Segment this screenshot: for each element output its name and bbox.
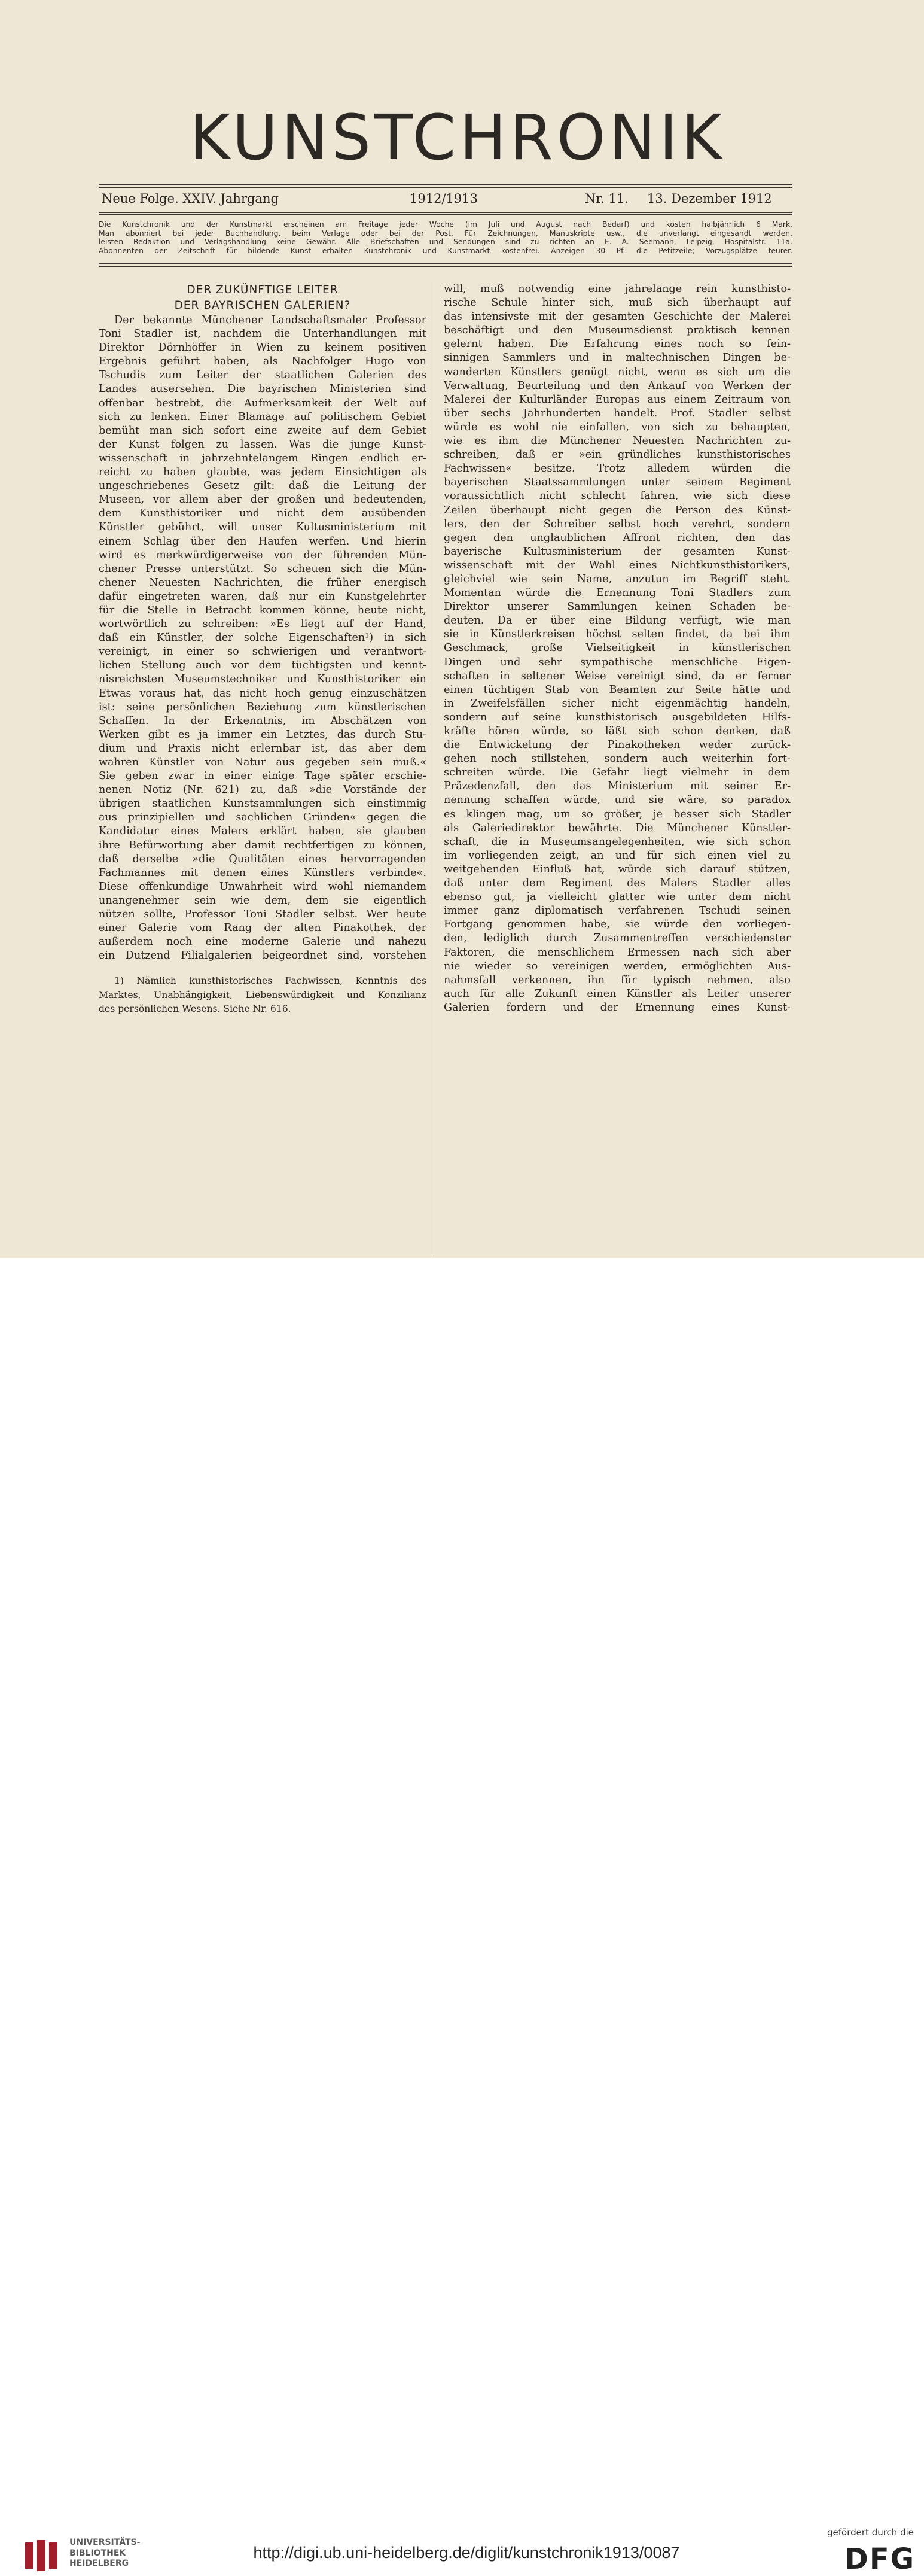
- text-line: übrigen staatlichen Kunstsammlungen sich einstimmig: [99, 798, 426, 810]
- text-line: ist: seine persönlichen Beziehung zum künstlerischen: [99, 701, 426, 713]
- text-line: wissenschaft in jahrzehntelangem Ringen endlich er-: [99, 452, 426, 464]
- text-line: Momentan würde die Ernennung Toni Stadlers zum: [444, 587, 791, 600]
- text-line: Werken gibt es ja immer ein Letztes, das durch Stu-: [99, 728, 426, 741]
- text-line: bayerische Kultusministerium der gesamten Kunst-: [444, 545, 791, 558]
- text-line: Fachwissen« besitze. Trotz alledem würden die: [444, 463, 791, 475]
- text-line: den, lediglich durch Zusammentreffen verschiedenster: [444, 932, 791, 945]
- text-line: Ergebnis geführt haben, als Nachfolger Hugo von: [99, 355, 426, 368]
- text-line: ihre Befürwortung aber damit rechtfertigen zu können,: [99, 839, 426, 851]
- text-line: sinnigen Sammlers und in maltechnischen Dingen be-: [444, 352, 791, 364]
- text-line: schreiten würde. Die Gefahr liegt vielmehr in dem: [444, 767, 791, 779]
- footnote-line: Marktes, Unabhängigkeit, Liebenswürdigkeit und Konzilianz: [99, 989, 426, 1000]
- dfg-logo: DFG: [844, 2542, 915, 2576]
- text-line: der Kunst folgen zu lassen. Was die junge Kunst-: [99, 438, 426, 451]
- text-line: sondern auf seine kunsthistorisch ausgebildeten Hilfs-: [444, 711, 791, 723]
- text-line: dafür eingetreten waren, daß nur ein Kunstgelehrter: [99, 590, 426, 603]
- text-line: bemüht man sich sofort eine zweite auf dem Gebiet: [99, 424, 426, 437]
- text-line: schaften in seltener Weise vereinigt sind, da er ferner: [444, 670, 791, 682]
- text-line: Der bekannte Münchener Landschaftsmaler Professor: [114, 314, 426, 326]
- subscription-notice: [99, 220, 792, 255]
- footnote-line: 1) Nämlich kunsthistorisches Fachwissen, Kenntnis des: [114, 975, 426, 987]
- text-line: unangenehmer sein wie dem, dem sie eigentlich: [99, 894, 426, 907]
- text-line: Museen, vor allem aber der großen und bedeutenden,: [99, 494, 426, 506]
- text-line: schreiben, daß er »ein gründliches kunsthistorisches: [444, 449, 791, 461]
- text-line: gehen noch stillstehen, sondern auch weiterhin fort-: [444, 753, 791, 765]
- issue-series: Neue Folge. XXIV. Jahrgang: [102, 191, 279, 206]
- text-line: auch für alle Zukunft einen Künstler als Leiter unserer: [444, 987, 791, 1000]
- text-line: nennung schaffen würde, und sie wäre, so paradox: [444, 794, 791, 807]
- text-line: daß derselbe »die Qualitäten eines hervorragenden: [99, 853, 426, 865]
- right-column-text: [444, 282, 791, 1015]
- text-line: sich zu lenken. Einer Blamage auf politischem Gebiet: [99, 410, 426, 423]
- text-line: Landes ausersehen. Die bayrischen Ministerien sind: [99, 383, 426, 396]
- text-line: gegen den unglaublichen Affront richten, den das: [444, 531, 791, 544]
- text-line: das intensivste mit der gesamten Geschichte der Malerei: [444, 311, 791, 323]
- masthead-title: KUNSTCHRONIK: [189, 101, 726, 174]
- text-line: gleichviel wie sein Name, anzutun im Begriff steht.: [444, 573, 791, 585]
- text-line: nie wieder so vereinigen werden, ermöglichten Aus-: [444, 960, 791, 972]
- text-line: deuten. Da er über eine Bildung verfügt, wie man: [444, 615, 791, 627]
- text-line: Galerien fordern und der Ernennung eines Kunst-: [444, 1001, 791, 1014]
- text-line: chener Presse unterstützt. So scheuen sich die Mün-: [99, 562, 426, 575]
- text-line: die Entwickelung der Pinakotheken weder zurück-: [444, 739, 791, 752]
- text-line: wortwörtlich zu schreiben: »Es liegt auf der Hand,: [99, 618, 426, 631]
- text-line: ebenso gut, ja vielleicht glatter wie unter dem nicht: [444, 891, 791, 904]
- text-line: kräfte hören würde, so läßt sich schon denken, daß: [444, 725, 791, 737]
- issue-years: 1912/1913: [410, 191, 478, 206]
- left-column: [99, 282, 426, 1017]
- text-line: Geschmack, große Vielseitigkeit in künstlerischen: [444, 642, 791, 655]
- text-line: würde es wohl nie einfallen, von sich zu behaupten,: [444, 421, 791, 433]
- issue-rule: [99, 212, 792, 213]
- text-line: gelernt haben. Die Erfahrung eines noch so fein-: [444, 338, 791, 351]
- text-line: wahren Künstler von Natur aus gegeben sein muß.«: [99, 756, 426, 768]
- text-line: Fachmannes mit denen eines Künstlers verbinde«.: [99, 866, 426, 879]
- notice-line: leisten Redaktion und Verlagshandlung keine Gewähr. Alle Briefschaften und Sendungen sind zu richten an E. A. Seemann, Leipzig, Hospitalstr. 11a.: [99, 238, 792, 247]
- text-line: außerdem noch eine moderne Galerie und nahezu: [99, 936, 426, 948]
- text-line: offenbar bestrebt, die Aufmerksamkeit der Welt auf: [99, 397, 426, 409]
- left-column-text: [99, 314, 426, 963]
- funding-label: gefördert durch die: [827, 2527, 914, 2538]
- text-line: Künstler gebührt, will unser Kultusministerium mit: [99, 521, 426, 534]
- text-line: dium und Praxis nicht erlernbar ist, das aber dem: [99, 742, 426, 755]
- headline-line-1: DER ZUKÜNFTIGE LEITER: [187, 284, 339, 296]
- text-line: Direktor Dörnhöffer in Wien zu keinem positiven: [99, 342, 426, 354]
- text-line: nisreichsten Museumstechniker und Kunsthistoriker ein: [99, 673, 426, 686]
- text-line: ungeschriebenes Gesetz gilt: daß die Leitung der: [99, 480, 426, 492]
- headline-line-2: DER BAYRISCHEN GALERIEN?: [174, 299, 351, 312]
- issue-rule-thick: [99, 214, 792, 215]
- text-line: vereinigt, in einer so schwierigen und verantwort-: [99, 646, 426, 658]
- notice-line: Man abonniert bei jeder Buchhandlung, beim Verlage oder bei der Post. Für Zeichnungen, Manuskripte usw., die unverlangt eingesandt werden,: [99, 229, 792, 238]
- notice-rule-thin: [99, 266, 792, 267]
- text-line: aus prinzipiellen und sachlichen Gründen« gegen die: [99, 811, 426, 824]
- text-line: nenen Notiz (Nr. 621) zu, daß »die Vorstände der: [99, 784, 426, 796]
- text-line: es klingen mag, um so größer, je besser sich Stadler: [444, 808, 791, 820]
- text-line: wissenschaft mit der Wahl eines Nichtkunsthistorikers,: [444, 559, 791, 571]
- notice-line: Abonnenten der Zeitschrift für bildende Kunst erhalten Kunstchronik und Kunstmarkt kostenfrei. Anzeigen 30 Pf. die Petitzeile; Vorzugsplätze teurer.: [99, 246, 792, 255]
- text-line: Tschudis zum Leiter der staatlichen Galerien des: [99, 369, 426, 382]
- text-line: Malerei der Kulturländer Europas aus einem Zeitraum von: [444, 393, 791, 406]
- text-line: einem Schlag über den Haufen werfen. Und hierin: [99, 535, 426, 548]
- text-line: lers, den der Schreiber selbst hoch verehrt, sondern: [444, 518, 791, 530]
- right-column: [444, 282, 791, 1015]
- text-line: voraussichtlich nicht schlecht fahren, wie sich diese: [444, 490, 791, 503]
- digitization-footer: [0, 1258, 924, 2576]
- text-line: nützen sollte, Professor Toni Stadler selbst. Wer heute: [99, 908, 426, 921]
- text-line: Zeilen überhaupt nicht gegen die Person des Künst-: [444, 504, 791, 516]
- text-line: chener Neuesten Nachrichten, die früher energisch: [99, 576, 426, 589]
- text-line: Kandidatur eines Malers erklärt haben, sie glauben: [99, 825, 426, 838]
- notice-line: Die Kunstchronik und der Kunstmarkt erscheinen am Freitage jeder Woche (im Juli und August nach Bedarf) und kosten halbjährlich 6 Mark.: [99, 220, 792, 229]
- text-line: daß ein Künstler, der solche Eigenschaften¹) in sich: [99, 632, 426, 644]
- university-seal-icon: [24, 2539, 60, 2572]
- text-line: dem Kunsthistoriker und nicht dem ausübenden: [99, 507, 426, 520]
- text-line: über sechs Jahrhunderten handelt. Prof. Stadler selbst: [444, 407, 791, 419]
- text-line: in Zweifelsfällen sicher nicht eigenmächtig handeln,: [444, 697, 791, 710]
- footnote: [99, 975, 426, 1016]
- source-url[interactable]: http://digi.ub.uni-heidelberg.de/diglit/kunstchronik1913/0087: [253, 2544, 680, 2562]
- text-line: lichen Stellung auch vor dem tüchtigsten und kennt-: [99, 659, 426, 672]
- text-line: Fortgang genommen habe, sie würde den vorliegen-: [444, 919, 791, 931]
- text-line: Sie geben zwar in einer einige Tage später erschie-: [99, 770, 426, 783]
- text-line: bayerischen Staatssammlungen unter seinem Regiment: [444, 476, 791, 489]
- text-line: Etwas voraus hat, das nicht hoch genug einzuschätzen: [99, 687, 426, 699]
- text-line: Direktor unserer Sammlungen keinen Schaden be-: [444, 601, 791, 613]
- text-line: Faktoren, die menschlichem Ermessen nach sich aber: [444, 946, 791, 959]
- issue-line: [102, 191, 788, 209]
- text-line: will, muß notwendig eine jahrelange rein kunsthisto-: [444, 283, 791, 295]
- text-line: Diese offenkundige Unwahrheit wird wohl niemandem: [99, 880, 426, 893]
- text-line: im vorliegenden zeigt, an und für sich einen viel zu: [444, 849, 791, 862]
- text-line: Verwaltung, Beurteilung und den Ankauf von Werken der: [444, 379, 791, 392]
- issue-date: 13. Dezember 1912: [647, 191, 772, 206]
- library-name: UNIVERSITÄTS- BIBLIOTHEK HEIDELBERG: [69, 2538, 141, 2568]
- text-line: Dingen und sehr sympathische menschliche Eigen-: [444, 656, 791, 668]
- text-line: ein Dutzend Filialgalerien beigeordnet sind, vorstehen: [99, 950, 426, 962]
- text-line: Toni Stadler ist, nachdem die Unterhandlungen mit: [99, 328, 426, 340]
- text-line: wanderten Künstlers genügt nicht, wenn es sich um die: [444, 366, 791, 378]
- footnote-line: des persönlichen Wesens. Siehe Nr. 616.: [99, 1003, 291, 1014]
- text-line: rische Schule hinter sich, muß sich überhaupt auf: [444, 297, 791, 309]
- notice-rule: [99, 263, 792, 264]
- text-line: sie in Künstlerkreisen höchst selten findet, da bei ihm: [444, 628, 791, 641]
- issue-number: Nr. 11.: [585, 191, 629, 206]
- text-line: daß unter dem Regiment des Malers Stadler alles: [444, 877, 791, 890]
- text-line: einer Galerie vom Rang der alten Pinakothek, der: [99, 922, 426, 935]
- text-line: reicht zu haben glaubte, was jedem Einsichtigen als: [99, 466, 426, 479]
- text-line: weitgehenden Einfluß hat, würde sich darauf stützen,: [444, 863, 791, 875]
- text-line: wird es merkwürdigerweise von der führenden Mün-: [99, 549, 426, 561]
- text-line: immer ganz diplomatisch verfahrenen Tschudi seinen: [444, 905, 791, 917]
- text-line: als Galeriedirektor bewährte. Die Münchener Künstler-: [444, 822, 791, 834]
- scanned-page: [0, 0, 924, 1258]
- masthead-rule-thin: [99, 187, 792, 188]
- text-line: für die Stelle in Betracht kommen könne, heute nicht,: [99, 604, 426, 616]
- text-line: beschäftigt und den Museumsdienst praktisch kennen: [444, 324, 791, 337]
- text-line: wie es ihm die Münchener Neuesten Nachrichten zu-: [444, 435, 791, 448]
- text-line: nahmsfall verkennen, ihn für typisch nehmen, also: [444, 974, 791, 986]
- text-line: einen tüchtigen Stab von Beamten zur Seite hätte und: [444, 683, 791, 696]
- text-line: schaft, die in Museumsangelegenheiten, wie sich schon: [444, 835, 791, 848]
- text-line: Schaffen. In der Erkenntnis, im Abschätzen von: [99, 714, 426, 727]
- text-line: Präzedenzfall, den das Ministerium mit seiner Er-: [444, 780, 791, 793]
- masthead-rule: [99, 184, 792, 185]
